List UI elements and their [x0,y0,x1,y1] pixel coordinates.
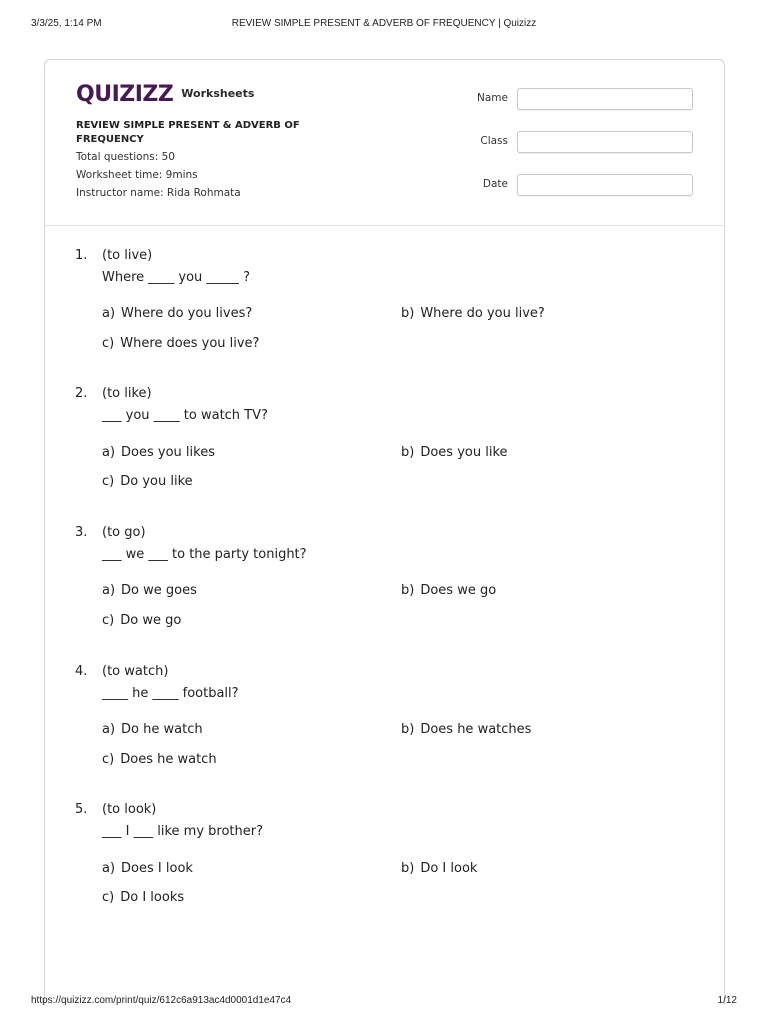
question-verb: (to look) [102,802,157,817]
print-url: https://quizizz.com/print/quiz/612c6a913ac4d0001d1e47c4 [31,995,292,1006]
brand [76,80,254,108]
worksheet [44,59,725,1005]
option-a: a) Does you likes [102,445,215,460]
option-c: c) Do I looks [102,890,185,905]
option-a: a) Where do you lives? [102,306,253,321]
quiz-title: REVIEW SIMPLE PRESENT & ADVERB OF FREQUENCY [76,120,300,145]
quizizz-logo: QUIZIZZ [76,81,174,107]
question-number: 4. [75,664,88,679]
question-number: 2. [75,386,88,401]
question-verb: (to watch) [102,664,169,679]
question [45,386,724,516]
question-text: Where ____ you _____ ? [102,270,250,285]
question-text: ____ he ____ football? [102,686,239,701]
name-field[interactable] [517,88,693,110]
worksheet-time: Worksheet time: 9mins [76,169,198,181]
option-c: c) Do we go [102,613,182,628]
class-label: Class [480,135,508,147]
option-c: c) Where does you live? [102,336,260,351]
option-a: a) Do we goes [102,583,197,598]
option-a: a) Does I look [102,861,193,876]
question-number: 5. [75,802,88,817]
class-field[interactable] [517,131,693,153]
option-b: b) Does he watches [401,722,532,737]
option-a: a) Do he watch [102,722,203,737]
option-b: b) Do I look [401,861,478,876]
option-c: c) Do you like [102,474,193,489]
question-text: ___ I ___ like my brother? [102,824,263,839]
brand-subtitle: Worksheets [181,86,255,100]
question-text: ___ you ____ to watch TV? [102,408,268,423]
question-number: 3. [75,525,88,540]
question [45,664,724,794]
question [45,802,724,932]
date-field[interactable] [517,174,693,196]
print-page-title: REVIEW SIMPLE PRESENT & ADVERB OF FREQUENCY | Quizizz [231,18,537,29]
total-questions: Total questions: 50 [76,151,175,163]
print-footer [0,993,768,1009]
question-number: 1. [75,248,88,263]
page-number: 1/12 [717,995,737,1006]
name-label: Name [477,92,508,104]
option-b: b) Does you like [401,445,508,460]
print-datetime: 3/3/25, 1:14 PM [31,18,102,29]
option-c: c) Does he watch [102,752,217,767]
question [45,525,724,655]
option-b: b) Where do you live? [401,306,545,321]
question-verb: (to like) [102,386,152,401]
question-text: ___ we ___ to the party tonight? [102,547,307,562]
option-b: b) Does we go [401,583,497,598]
instructor-name: Instructor name: Rida Rohmata [76,187,241,199]
print-header [0,14,768,30]
question-verb: (to go) [102,525,146,540]
question [45,248,724,378]
date-label: Date [482,178,508,190]
worksheet-header [45,60,724,226]
question-verb: (to live) [102,248,153,263]
